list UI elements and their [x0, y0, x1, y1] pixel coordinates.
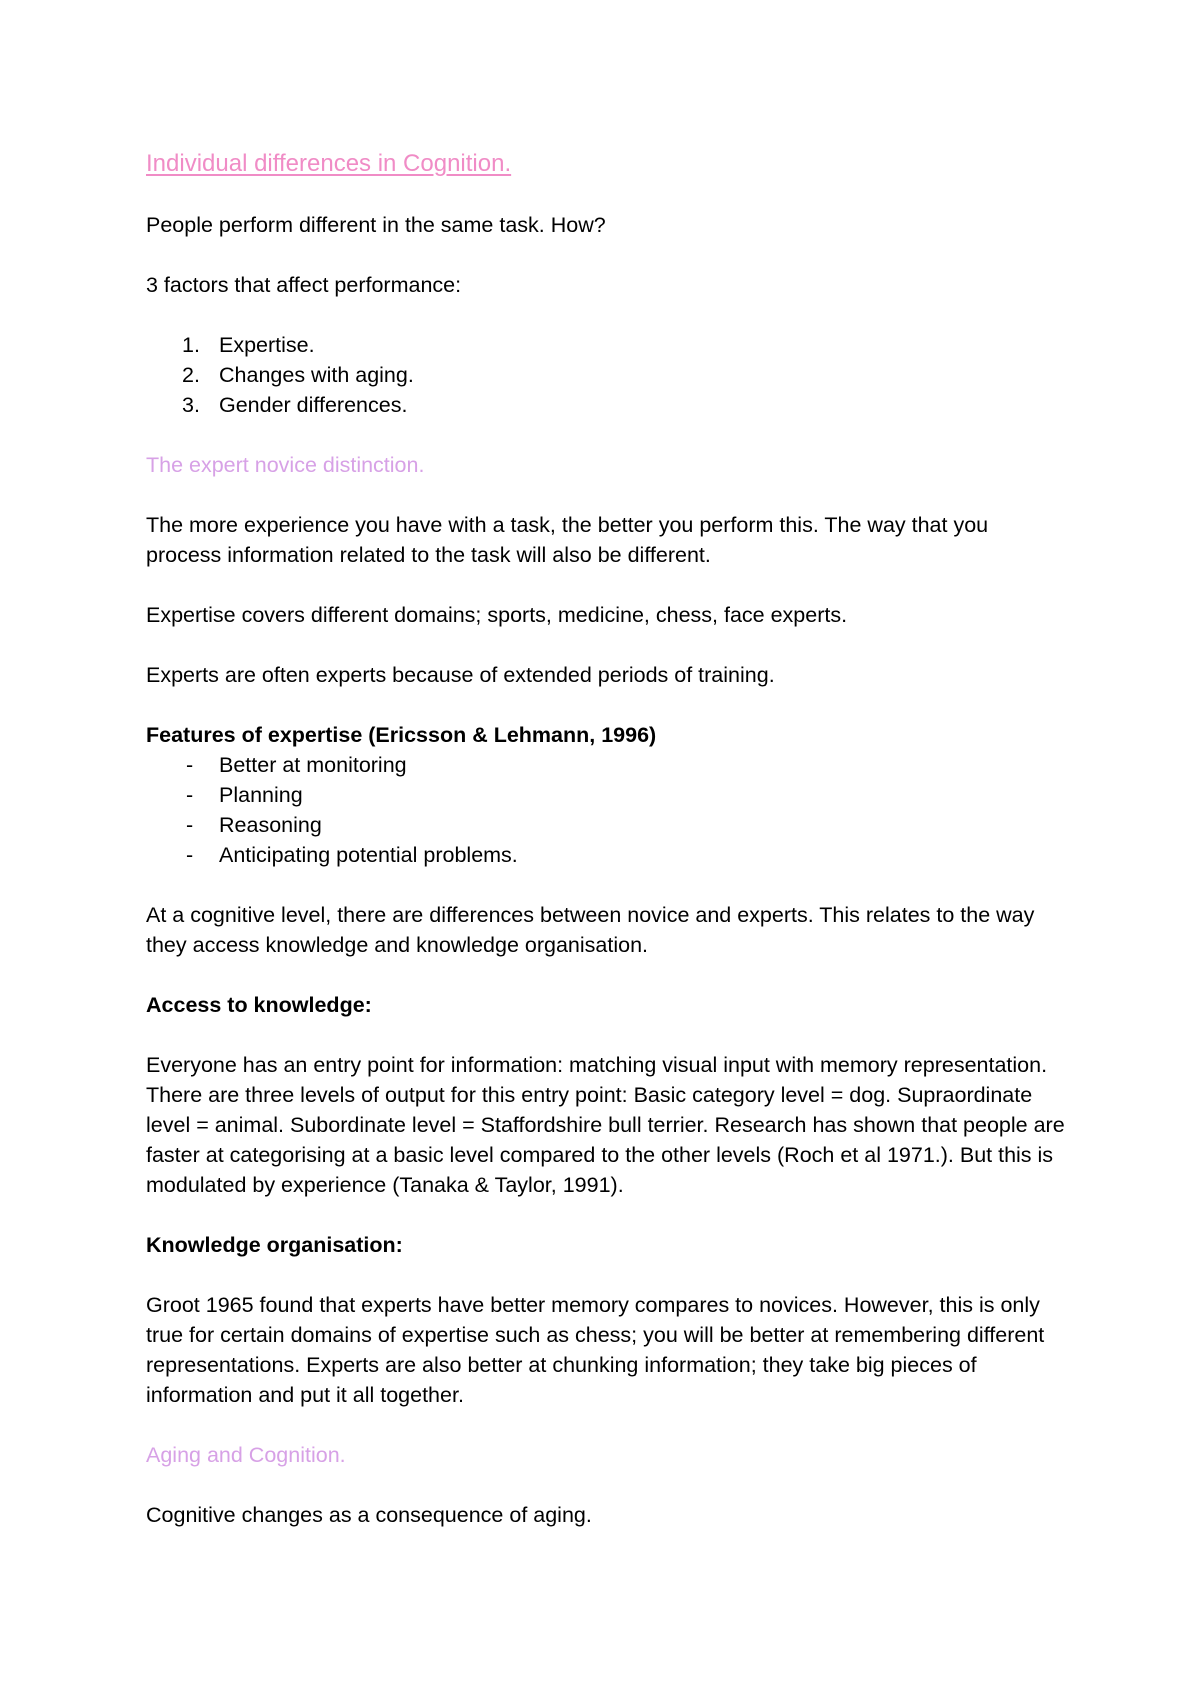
dash-bullet: - — [186, 783, 194, 807]
list-number: 1. — [182, 333, 200, 357]
document-title: Individual differences in Cognition. — [146, 150, 512, 177]
expert-paragraph-2: Expertise covers different domains; sports, medicine, chess, face experts. — [146, 603, 848, 627]
section-heading-expert: The expert novice distinction. — [146, 453, 425, 477]
list-item-text: Planning — [219, 783, 303, 807]
list-item-text: Better at monitoring — [219, 753, 407, 777]
list-item-text: Reasoning — [219, 813, 322, 837]
list-number: 2. — [182, 363, 200, 387]
list-item-text: Anticipating potential problems. — [219, 843, 518, 867]
list-item — [146, 810, 1066, 840]
aging-paragraph: Cognitive changes as a consequence of aging. — [146, 1503, 592, 1527]
list-item — [146, 360, 1066, 390]
dash-bullet: - — [186, 753, 194, 777]
document-content — [146, 146, 1066, 1560]
list-item-text: Gender differences. — [219, 393, 408, 417]
access-heading: Access to knowledge: — [146, 993, 372, 1017]
factors-list — [146, 330, 1066, 420]
features-heading: Features of expertise (Ericsson & Lehmann, 1996) — [146, 723, 657, 747]
factors-intro: 3 factors that affect performance: — [146, 273, 462, 297]
dash-bullet: - — [186, 843, 194, 867]
list-item — [146, 840, 1066, 870]
list-item — [146, 780, 1066, 810]
organisation-paragraph: Groot 1965 found that experts have better memory compares to novices. However, this is only true for certain domains of expertise such as chess; you will be better at remembering different representations. Experts are also better at chunking information; they take big pieces of information and put it all together. — [146, 1293, 1045, 1407]
dash-bullet: - — [186, 813, 194, 837]
list-item-text: Changes with aging. — [219, 363, 414, 387]
access-paragraph: Everyone has an entry point for information: matching visual input with memory representation. There are three levels of output for this entry point: Basic category level = dog. Supraordinate level = animal. Subordinate level = Staffordshire bull terrier. Research has shown that people are faster at categorising at a basic level compared to the other levels (Roch et al 1971.). But this is modulated by experience (Tanaka & Taylor, 1991). — [146, 1053, 1065, 1197]
section-heading-aging: Aging and Cognition. — [146, 1443, 346, 1467]
list-item — [146, 390, 1066, 420]
features-list — [146, 750, 1066, 870]
list-item — [146, 330, 1066, 360]
organisation-heading: Knowledge organisation: — [146, 1233, 403, 1257]
list-item — [146, 750, 1066, 780]
expert-paragraph-3: Experts are often experts because of extended periods of training. — [146, 663, 775, 687]
list-item-text: Expertise. — [219, 333, 315, 357]
list-number: 3. — [182, 393, 200, 417]
cognitive-level-paragraph: At a cognitive level, there are differences between novice and experts. This relates to the way they access knowledge and knowledge organisation. — [146, 903, 1035, 957]
expert-paragraph-1: The more experience you have with a task, the better you perform this. The way that you process information related to the task will also be different. — [146, 513, 989, 567]
intro-question: People perform different in the same task. How? — [146, 213, 606, 237]
